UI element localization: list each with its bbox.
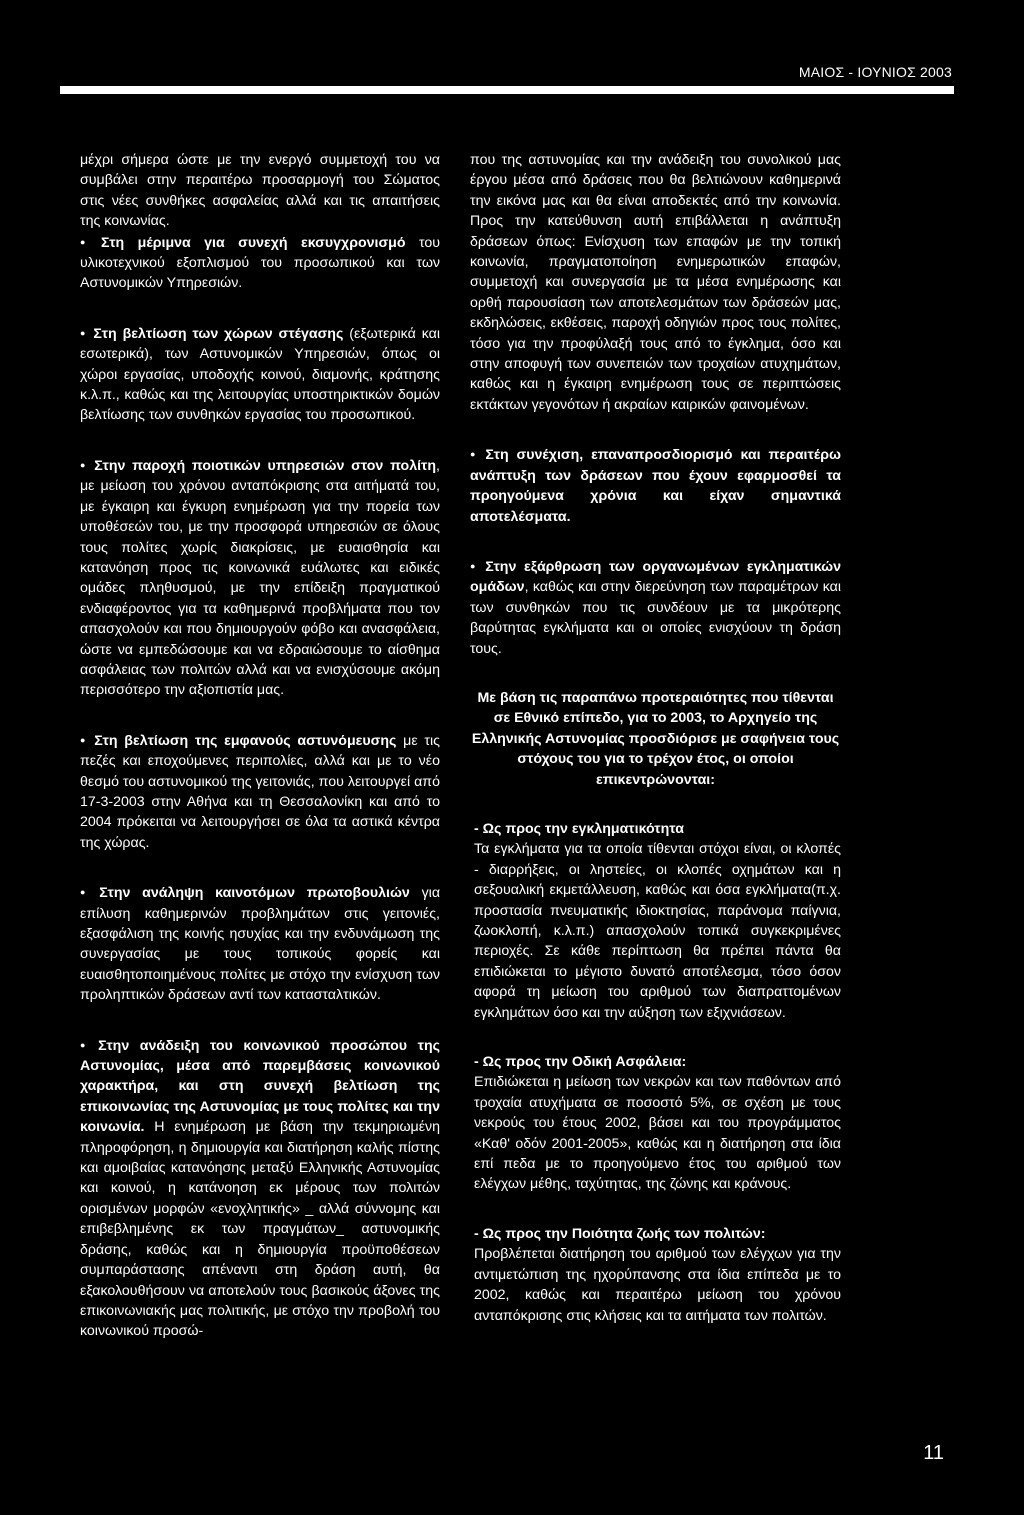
bullet-paragraph: ● Στην εξάρθρωση των οργανωμένων εγκληματικών ομάδων, καθώς και στην διερεύνηση των παραμέτρων και των συνθηκών που τις συνδέουν με τα μικρότερης βαρύτητας εγκλήματα και οι οποίες ενισχύουν τη δράση τους. [470,556,841,659]
bullet-paragraph: ● Στην ανάληψη καινοτόμων πρωτοβουλιών για επίλυση καθημερινών προβλημάτων στις γειτονιές, εξασφάλιση της κοινής ησυχίας και την ενδυνάμωση της συνεργασίας με τους τοπικούς φορείς και ευαισθητοποιημένους πολίτες με στόχο την ενίσχυση των προληπτικών δράσεων αντί των κατασταλτικών. [80,882,440,1005]
paragraph: μέχρι σήμερα ώστε με την ενεργό συμμετοχή του να συμβάλει στην περαιτέρω προσαρμογή του Σώματος στις νέες συνθήκες ασφαλείας αλλά και τις απαιτήσεις της κοινωνίας. [80,152,440,230]
target-section-quality-of-life [470,1224,841,1326]
section-title: - Ως προς την Ποιότητα ζωής των πολιτών: [474,1225,766,1242]
section-title: - Ως προς την Οδική Ασφάλεια: [474,1054,687,1071]
target-section-crime [470,819,841,1023]
priorities-intro: Με βάση τις παραπάνω προτεραιότητες που τίθενται σε Εθνικό επίπεδο, για το 2003, το Αρχηγείο της Ελληνικής Αστυνομίας προσδιόρισε με σαφήνεια τους στόχους του για το τρέχον έτος, οι οποίοι επικεντρώνονται: [471,689,840,788]
left-column [80,150,440,1371]
section-text: Τα εγκλήματα για τα οποία τίθενται στόχοι είναι, οι κλοπές - διαρρήξεις, οι ληστείες, οι κλοπές οχημάτων και η σεξουαλική εκμετάλλευση, καθώς και όσα εγκλήματα(π.χ. προστασία πνευματικής ιδιοκτησίας, παράνομα παίγνια, ζωοκλοπή, κ.λ.π.) απασχολούν τοπικά συγκεκριμένες περιοχές. Σε κάθε περίπτωση θα πρέπει πάντα θα επιδιώκεται το μέγιστο δυνατό αποτέλεσμα, τόσο όσον αφορά τη μείωση του αριθμού των διαπραττομένων εγκλημάτων όσο και την αύξηση των εξιχνιάσεων. [474,841,841,1021]
page-number: 11 [923,1442,944,1464]
bullet-paragraph: ● Στη συνέχιση, επαναπροσδιορισμό και περαιτέρω ανάπτυξη των δράσεων που έχουν εφαρμοσθεί τα προηγούμενα χρόνια και είχαν σημαντικά αποτελέσματα. [470,444,841,527]
section-text: Επιδιώκεται η μείωση των νεκρών και των παθόντων από τροχαία ατυχήματα σε ποσοστό 5%, σε σχέση με τους νεκρούς του έτους 2002, βάσει και του προγράμματος «Καθ' οδόν 2001-2005», καθώς και η διατήρηση στα ίδια επί πεδα με το προηγούμενο έτος του αριθμού των ελέγχων μέθης, ταχύτητας, της ζώνης και κράνους. [474,1074,841,1193]
bullet-paragraph: ● Στη βελτίωση των χώρων στέγασης (εξωτερικά και εσωτερικά), των Αστυνομικών Υπηρεσιών, όπως οι χώροι εργασίας, υποδοχής κοινού, διαμονής, κράτησης κ.λ.π., καθώς και της λειτουργίας υποστηρικτικών δομών βελτίωσης των συνθηκών εργασίας του προσωπικού. [80,323,440,426]
issue-date: ΜΑΙΟΣ - ΙΟΥΝΙΟΣ 2003 [798,64,952,80]
bullet-paragraph: ● Στη βελτίωση της εμφανούς αστυνόμευσης με τις πεζές και εποχούμενες περιπολίες, αλλά και με το νέο θεσμό του αστυνομικού της γειτονιάς, που λειτουργεί από 17-3-2003 στην Αθήνα και τη Θεσσαλονίκη και από το 2004 πρόκειται να λειτουργήσει σε όλα τα αστικά κέντρα της χώρας. [80,730,440,853]
target-section-road-safety [470,1052,841,1195]
bullet-paragraph: ● Στη μέριμνα για συνεχή εκσυγχρονισμό του υλικοτεχνικού εξοπλισμού του προσωπικού και των Αστυνομικών Υπηρεσιών. [80,232,440,294]
section-text: Προβλέπεται διατήρηση του αριθμού των ελέγχων για την αντιμετώπιση της ηχορύπανσης στα ίδια επίπεδα με το 2002, καθώς και περαιτέρω μείωση του χρόνου ανταπόκρισης στις κλήσεις και τα αιτήματα των πολιτών. [474,1246,841,1324]
header-rule [60,86,954,94]
paragraph: που της αστυνομίας και την ανάδειξη του συνολικού μας έργου μέσα από δράσεις που θα βελτιώνουν καθημερινά την εικόνα μας και θα είναι αποδεκτές από την κοινωνία. Προς την κατεύθυνση αυτή επιβάλλεται η ανάπτυξη δράσεων όπως: Ενίσχυση των επαφών με την τοπική κοινωνία, πραγματοποίηση ενημερωτικών επαφών, συμμετοχή και συνεργασία με τα μέσα ενημέρωσης και ορθή παρουσίαση των αποτελεσμάτων των δράσεών μας, εκδηλώσεις, εκθέσεις, παροχή οδηγιών προς τους πολίτες, τόσο για την προφύλαξή τους από το έγκλημα, όσο και στην αποφυγή των συνεπειών των τροχαίων ατυχημάτων, καθώς και η έγκαιρη ενημέρωση τους σε περιπτώσεις εκτάκτων γεγονότων ή ακραίων καιρικών φαινομένων. [470,152,841,413]
bullet-paragraph: ● Στην παροχή ποιοτικών υπηρεσιών στον πολίτη, με μείωση του χρόνου ανταπόκρισης στα αιτήματά του, με έγκαιρη και έγκυρη ενημέρωση για την πορεία των υποθέσεών του, με την προσφορά υπηρεσιών σε όλους τους πολίτες χωρίς διακρίσεις, με ευαισθησία και κατανόηση προς τις κοινωνικά ευάλωτες και ειδικές ομάδες πληθυσμού, με την επίδειξη πραγματικού ενδιαφέροντος για τα καθημερινά προβλήματα που τον απασχολούν και που δημιουργούν φόβο και ανασφάλεια, ώστε να εμπεδώσουμε και να εδραιώσουμε το αίσθημα ασφάλειας των πολιτών αλλά και να ενισχύσουμε ακόμη περισσότερο την αξιοπιστία μας. [80,455,440,701]
right-column [470,150,841,1355]
section-title: - Ως προς την εγκληματικότητα [474,820,684,837]
bullet-paragraph: ● Στην ανάδειξη του κοινωνικού προσώπου της Αστυνομίας, μέσα από παρεμβάσεις κοινωνικού χαρακτήρα, και στη συνεχή βελτίωση της επικοινωνίας της Αστυνομίας με τους πολίτες και την κοινωνία. Η ενημέρωση με βάση την τεκμηριωμένη πληροφόρηση, η δημιουργία και διατήρηση καλής πίστης και αμοιβαίας κατανόησης μεταξύ Ελληνικής Αστυνομίας και κοινού, η κατάνοηση εκ μέρους των πολιτών ορισμένων μορφών «ενοχλητικής» _ αλλά σύννομης και επιβεβλημένης εκ των πραγμάτων_ αστυνομικής δράσης, καθώς και η δημιουργία προϋποθέσεων συμπαράστασης απέναντι στη δράση αυτή, θα εξακολουθήσουν να αποτελούν τους βασικούς άξονες της επικοινωνιακής μας πολιτικής, με στόχο την προβολή του κοινωνικού προσώ- [80,1035,440,1342]
